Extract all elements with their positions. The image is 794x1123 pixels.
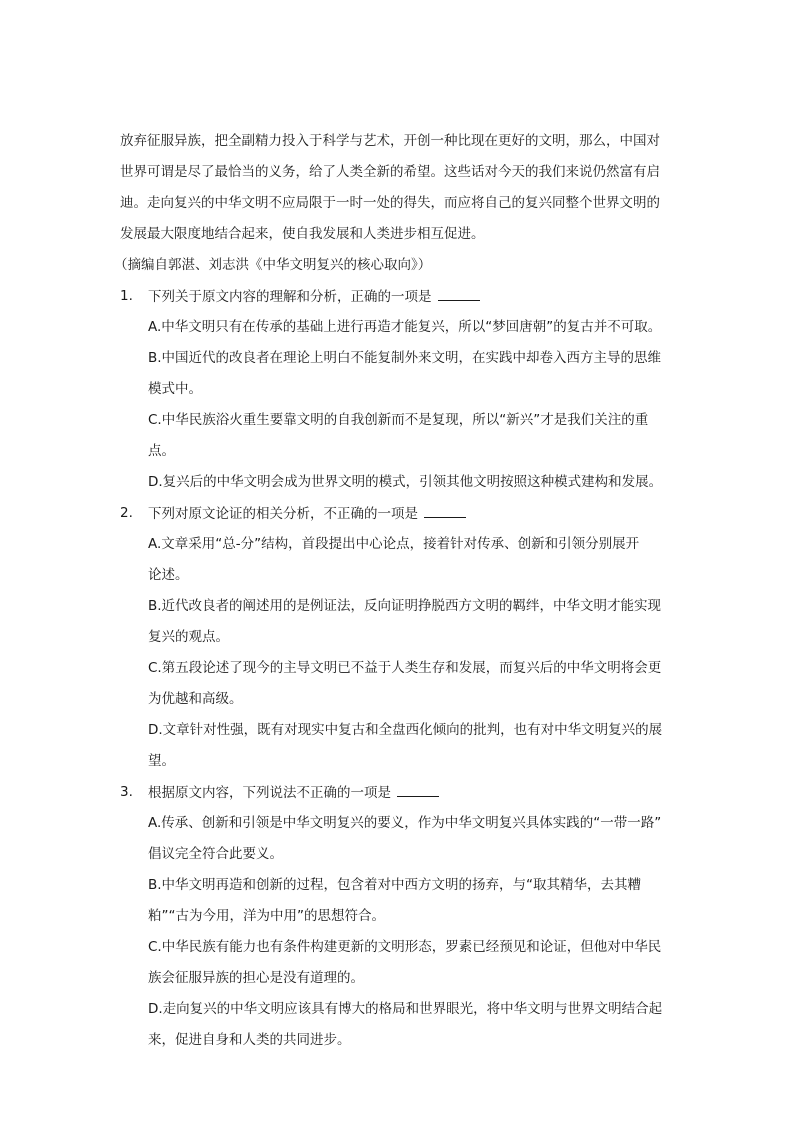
question-2-stem-text: 下列对原文论证的相关分析，不正确的一项是: [148, 506, 418, 522]
passage-line-3: 迪。走向复兴的中华文明不应局限于一时一处的得失，而应将自己的复兴同整个世界文明的: [120, 195, 660, 211]
question-1-number: 1.: [120, 288, 133, 304]
question-2-option-b-cont: 复兴的观点。: [148, 629, 229, 645]
question-2-option-a: A.文章采用“总-分”结构，首段提出中心论点，接着针对传承、创新和引领分别展开: [148, 536, 640, 552]
question-2-option-d: D.文章针对性强，既有对现实中复古和全盘西化倾向的批判，也有对中华文明复兴的展: [148, 722, 663, 738]
passage-source: （摘编自郭湛、刘志洪《中华文明复兴的核心取向》）: [114, 257, 432, 273]
question-3-option-c: C.中华民族有能力也有条件构建更新的文明形态，罗素已经预见和论证，但他对中华民: [148, 939, 662, 955]
question-3-stem-text: 根据原文内容，下列说法不正确的一项是: [148, 785, 391, 801]
question-2-option-c: C.第五段论述了现今的主导文明已不益于人类生存和发展，而复兴后的中华文明将会更: [148, 660, 662, 676]
question-3-option-b: B.中华文明再造和创新的过程，包含着对中西方文明的扬弃，与“取其精华，去其糟: [148, 877, 642, 893]
question-1-stem-text: 下列关于原文内容的理解和分析，正确的一项是: [148, 289, 432, 305]
question-3-number: 3.: [120, 784, 133, 800]
answer-blank-3[interactable]: [397, 783, 439, 797]
passage-line-2: 世界可谓是尽了最恰当的义务，给了人类全新的希望。这些话对今天的我们来说仍然富有启: [120, 164, 660, 180]
question-3-option-a: A.传承、创新和引领是中华文明复兴的要义，作为中华文明复兴具体实践的“一带一路”: [148, 815, 662, 831]
question-3-option-c-cont: 族会征服异族的担心是没有道理的。: [148, 970, 364, 986]
question-1-option-c: C.中华民族浴火重生要靠文明的自我创新而不是复现，所以“新兴”才是我们关注的重: [148, 412, 649, 428]
question-2-number: 2.: [120, 505, 133, 521]
answer-blank-1[interactable]: [438, 287, 480, 301]
passage-line-1: 放弃征服异族，把全副精力投入于科学与艺术，开创一种比现在更好的文明，那么，中国对: [120, 133, 660, 149]
answer-blank-2[interactable]: [424, 504, 466, 518]
question-3-stem: [148, 783, 439, 802]
question-2-option-d-cont: 望。: [148, 753, 175, 769]
question-3-option-a-cont: 倡议完全符合此要义。: [148, 846, 283, 862]
passage-line-4: 发展最大限度地结合起来，使自我发展和人类进步相互促进。: [120, 226, 485, 242]
question-1-option-d: D.复兴后的中华文明会成为世界文明的模式，引领其他文明按照这种模式建构和发展。: [148, 474, 663, 490]
question-2-option-c-cont: 为优越和高级。: [148, 691, 243, 707]
question-2-option-a-cont: 论述。: [148, 567, 189, 583]
question-1-option-b: B.中国近代的改良者在理论上明白不能复制外来文明，在实践中却卷入西方主导的思维: [148, 350, 662, 366]
question-2-stem: [148, 504, 466, 523]
question-1-option-b-cont: 模式中。: [148, 381, 202, 397]
question-3-option-d-cont: 来，促进自身和人类的共同进步。: [148, 1032, 351, 1048]
question-1-option-c-cont: 点。: [148, 443, 175, 459]
question-1-stem: [148, 287, 480, 306]
question-3-option-d: D.走向复兴的中华文明应该具有博大的格局和世界眼光，将中华文明与世界文明结合起: [148, 1001, 663, 1017]
question-1-option-a: A.中华文明只有在传承的基础上进行再造才能复兴，所以“梦回唐朝”的复古并不可取。: [148, 319, 662, 335]
question-2-option-b: B.近代改良者的阐述用的是例证法，反向证明挣脱西方文明的羁绊，中华文明才能实现: [148, 598, 662, 614]
question-3-option-b-cont: 粕”“古为今用，洋为中用”的思想符合。: [148, 908, 385, 924]
